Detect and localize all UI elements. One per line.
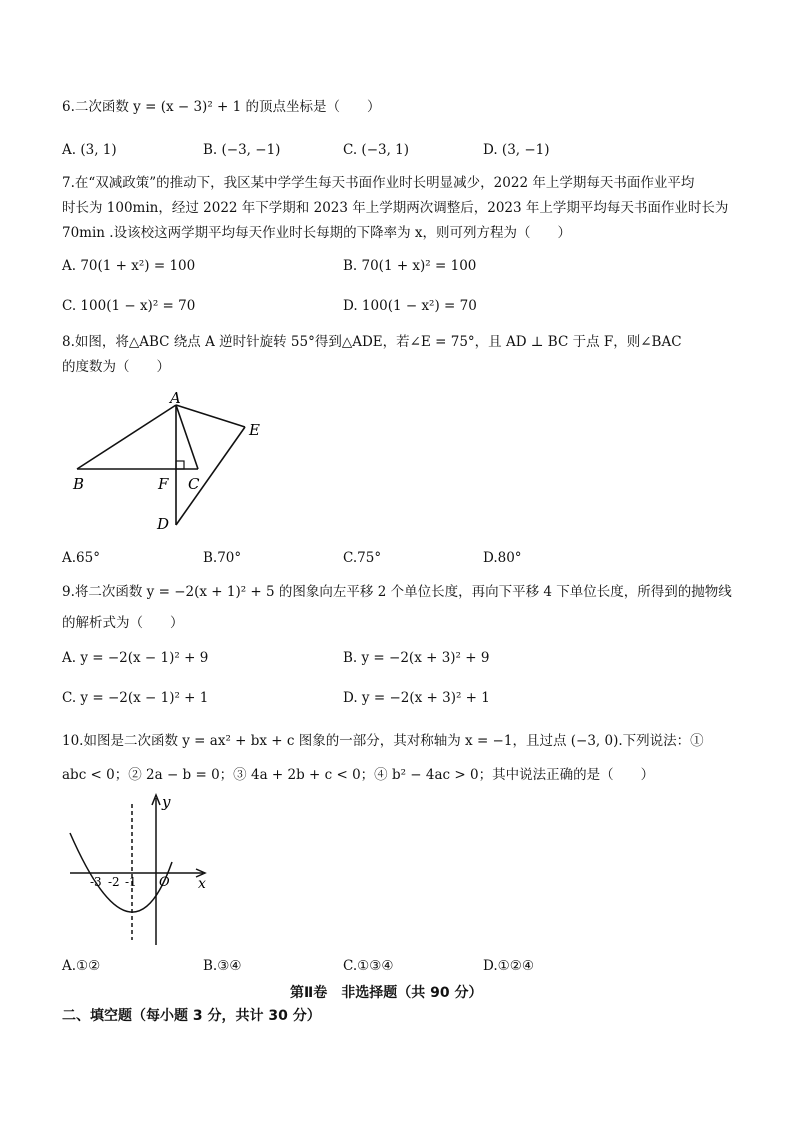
q7-line1: 7.在“双减政策”的推动下，我区某中学学生每天书面作业时长明显减少，2022 年上学期每天书面作业平均 bbox=[62, 175, 695, 191]
tick-label-minus1: -1 bbox=[125, 875, 137, 889]
segment-ac bbox=[176, 405, 198, 469]
q6-option-d: D. (3, −1) bbox=[483, 142, 550, 158]
q6-option-c: C. (−3, 1) bbox=[343, 142, 410, 158]
q7-line2: 时长为 100min，经过 2022 年下学期和 2023 年上学期两次调整后，2023 年上学期平均每天书面作业时长为 bbox=[62, 200, 729, 216]
q6-option-a: A. (3, 1) bbox=[62, 142, 117, 158]
part2-title: 第Ⅱ卷 非选择题（共 90 分） bbox=[290, 985, 483, 1001]
q7-option-d: D. 100(1 − x²) = 70 bbox=[343, 298, 477, 314]
q7-line3: 70min .设该校这两学期平均每天作业时长每期的下降率为 x，则可列方程为（ ） bbox=[62, 225, 571, 241]
q8-option-d: D.80° bbox=[483, 550, 522, 566]
segment-ab bbox=[77, 405, 176, 469]
label-c: C bbox=[188, 475, 200, 493]
label-a: A bbox=[170, 389, 181, 407]
tick-label-minus2: -2 bbox=[108, 875, 120, 889]
q9-option-b: B. y = −2(x + 3)² + 9 bbox=[343, 650, 490, 666]
q8-line1: 8.如图，将△ABC 绕点 A 逆时针旋转 55°得到△ADE，若∠E = 75°，且 AD ⊥ BC 于点 F，则∠BAC bbox=[62, 334, 682, 350]
x-axis-label: x bbox=[198, 876, 206, 892]
q7-option-b: B. 70(1 + x)² = 100 bbox=[343, 258, 477, 274]
y-axis-label: y bbox=[162, 793, 171, 811]
q9-option-d: D. y = −2(x + 3)² + 1 bbox=[343, 690, 490, 706]
q10-option-c: C.①③④ bbox=[343, 958, 394, 974]
q10-option-b: B.③④ bbox=[203, 958, 242, 974]
q7-option-a: A. 70(1 + x²) = 100 bbox=[62, 258, 196, 274]
right-angle-mark bbox=[176, 461, 184, 469]
q8-option-c: C.75° bbox=[343, 550, 382, 566]
q10-parabola-figure bbox=[60, 790, 220, 950]
q10-option-a: A.①② bbox=[62, 958, 101, 974]
q7-option-c: C. 100(1 − x)² = 70 bbox=[62, 298, 196, 314]
q8-option-a: A.65° bbox=[62, 550, 100, 566]
segment-de bbox=[176, 427, 245, 525]
q10-line1: 10.如图是二次函数 y = ax² + bx + c 图象的一部分，其对称轴为 x = −1，且过点 (−3, 0).下列说法：① bbox=[62, 733, 704, 749]
label-e: E bbox=[249, 421, 260, 439]
label-b: B bbox=[73, 475, 85, 493]
segment-ae bbox=[176, 405, 245, 427]
q10-option-d: D.①②④ bbox=[483, 958, 534, 974]
label-f: F bbox=[158, 475, 169, 493]
q6-option-b: B. (−3, −1) bbox=[203, 142, 281, 158]
q9-line2: 的解析式为（ ） bbox=[62, 615, 184, 631]
q9-line1: 9.将二次函数 y = −2(x + 1)² + 5 的图象向左平移 2 个单位长度，再向下平移 4 下单位长度，所得到的抛物线 bbox=[62, 584, 732, 600]
q8-option-b: B.70° bbox=[203, 550, 242, 566]
label-d: D bbox=[157, 515, 170, 533]
q6-stem: 6.二次函数 y = (x − 3)² + 1 的顶点坐标是（ ） bbox=[62, 99, 381, 115]
q8-line2: 的度数为（ ） bbox=[62, 359, 170, 375]
q8-triangle-figure bbox=[60, 385, 280, 540]
q9-option-c: C. y = −2(x − 1)² + 1 bbox=[62, 690, 209, 706]
section2-title: 二、填空题（每小题 3 分，共计 30 分） bbox=[62, 1008, 321, 1024]
q9-option-a: A. y = −2(x − 1)² + 9 bbox=[62, 650, 209, 666]
origin-label: O bbox=[159, 875, 170, 890]
q10-line2: abc < 0；② 2a − b = 0；③ 4a + 2b + c < 0；④ b² − 4ac > 0；其中说法正确的是（ ） bbox=[62, 767, 655, 783]
tick-label-minus3: -3 bbox=[90, 875, 102, 889]
